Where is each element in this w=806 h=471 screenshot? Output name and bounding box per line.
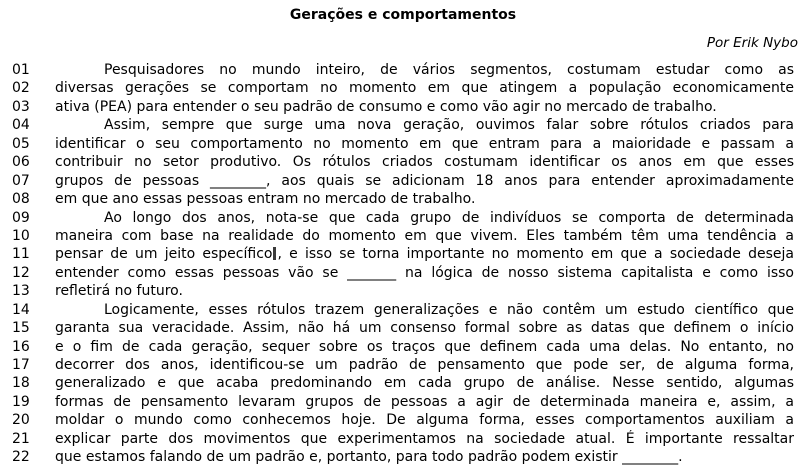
text-line (0, 172, 806, 190)
text-line (0, 116, 806, 134)
line-number: 17 (12, 357, 30, 373)
line-text: que estamos falando de um padrão e, portanto, para todo padrão podem existir ________. (55, 449, 683, 466)
line-text: decorrer dos anos, identificou-se um padrão de pensamento que pode ser, de alguma forma, (55, 357, 794, 373)
line-number: 02 (12, 80, 30, 97)
line-text: Ao longo dos anos, nota-se que cada grupo de indivíduos se comporta de determinada (104, 209, 794, 226)
line-text: explicar parte dos movimentos que experimentamos na sociedade atual. É importante ressaltar (55, 430, 794, 447)
line-number: 13 (12, 283, 30, 300)
line-text-after-cursor: , e isso se torna importante no momento em que a sociedade deseja (277, 246, 794, 263)
text-line (0, 393, 806, 411)
line-text: identificar o seu comportamento no momento em que entram para a maioridade e passam a (55, 135, 794, 152)
line-text: em que ano essas pessoas entram no mercado de trabalho. (55, 191, 476, 208)
text-line (0, 282, 806, 300)
text-line (0, 338, 806, 356)
line-number: 11 (12, 246, 30, 263)
line-number: 18 (12, 375, 30, 392)
line-text: garanta sua veracidade. Assim, não há um consenso formal sobre as datas que definem o início (55, 320, 794, 337)
line-number: 04 (12, 117, 30, 134)
line-number: 05 (12, 135, 30, 152)
line-number: 08 (12, 191, 30, 208)
line-text: generalizado e que acaba predominando em cada grupo de análise. Nesse sentido, algumas (55, 375, 794, 392)
document-author: Por Erik Nybo (706, 35, 798, 51)
line-text (55, 245, 794, 263)
text-line (0, 264, 806, 282)
text-line (0, 135, 806, 153)
line-number: 16 (12, 338, 30, 355)
line-number: 14 (12, 301, 30, 318)
text-line (0, 227, 806, 245)
text-line (0, 98, 806, 116)
text-line (0, 61, 806, 79)
line-number: 22 (12, 449, 30, 466)
text-line (0, 411, 806, 429)
line-number: 20 (12, 412, 30, 429)
line-number: 21 (12, 430, 30, 447)
line-text: Assim, sempre que surge uma nova geração, ouvimos falar sobre rótulos criados para (104, 117, 794, 134)
line-number: 03 (12, 98, 30, 115)
text-line (0, 319, 806, 337)
line-text: entender como essas pessoas vão se _______ na lógica de nosso sistema capitalista e como isso (55, 264, 794, 281)
line-number: 06 (12, 154, 30, 171)
text-line (0, 190, 806, 208)
text-line (0, 79, 806, 97)
line-number: 07 (12, 172, 30, 189)
line-text: grupos de pessoas ________, aos quais se adicionam 18 anos para entender aproximadamente (55, 172, 794, 189)
line-text: maneira com base na realidade do momento em que vivem. Eles também têm uma tendência a (55, 227, 794, 244)
line-text: formas de pensamento levaram grupos de pessoas a agir de determinada maneira e, assim, a (55, 393, 794, 410)
line-text: Logicamente, esses rótulos trazem generalizações e não contêm um estudo científico que (104, 301, 794, 318)
document-title: Gerações e comportamentos (289, 7, 517, 23)
line-text: moldar o mundo como conhecemos hoje. De alguma forma, esses comportamentos auxiliam a (55, 412, 794, 429)
text-line (0, 448, 806, 466)
text-line (0, 153, 806, 171)
text-line (0, 245, 806, 263)
line-number: 19 (12, 393, 30, 410)
text-line (0, 430, 806, 448)
line-text-before-cursor: pensar de um jeito específico (55, 246, 273, 263)
line-number: 09 (12, 209, 30, 226)
line-text: ativa (PEA) para entender o seu padrão de consumo e como vão agir no mercado de trabalho. (55, 98, 717, 115)
line-text: diversas gerações se comportam no momento em que atingem a população economicamente (55, 80, 794, 97)
line-number: 15 (12, 320, 30, 337)
line-text: contribuir no setor produtivo. Os rótulos criados costumam identificar os anos em que esses (55, 154, 794, 171)
line-number: 01 (12, 62, 30, 78)
text-line (0, 301, 806, 319)
line-text: e o fim de cada geração, sequer sobre os traços que definem cada uma delas. No entanto, no (55, 338, 794, 355)
line-number: 12 (12, 264, 30, 281)
line-text: Pesquisadores no mundo inteiro, de vários segmentos, costumam estudar como as (104, 62, 794, 78)
line-text: refletirá no futuro. (55, 283, 183, 300)
text-line (0, 356, 806, 374)
document-body (0, 61, 806, 467)
line-number: 10 (12, 227, 30, 244)
text-line (0, 374, 806, 392)
text-line (0, 209, 806, 227)
